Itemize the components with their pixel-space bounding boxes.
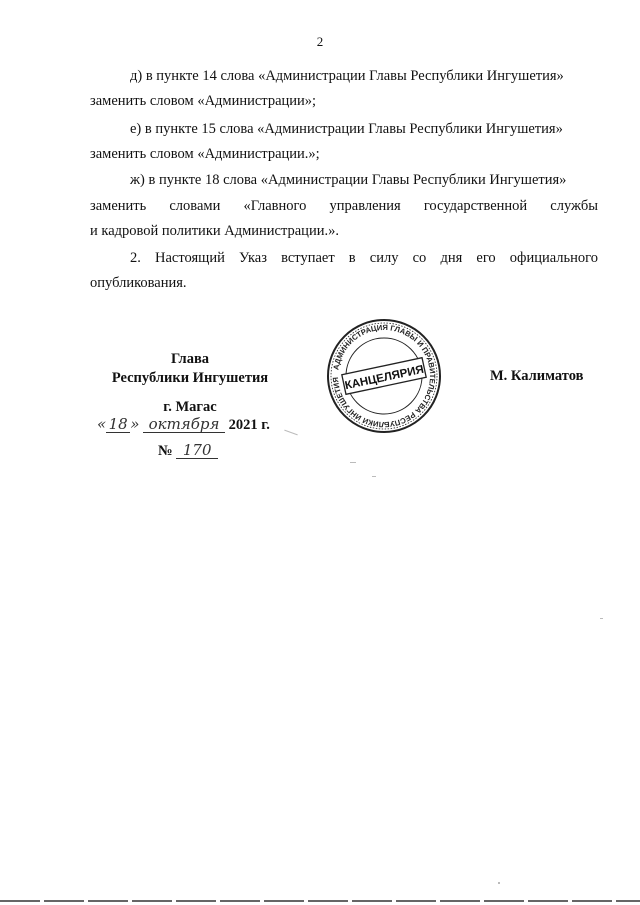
signatory-title-line1: Глава <box>170 351 210 367</box>
number-value: 170 <box>176 442 218 459</box>
date-quote-close: » <box>130 415 140 433</box>
scan-mark <box>350 462 356 463</box>
paragraph-2-line1: 2. Настоящий Указ вступает в силу со дня его официального <box>130 250 598 266</box>
paragraph-e-line2: заменить словом «Администрации.»; <box>90 146 320 162</box>
date-day: 18 <box>106 416 130 433</box>
date-month: октября <box>143 416 225 433</box>
signatory-title-line2: Республики Ингушетия <box>111 370 269 386</box>
scan-mark <box>600 618 603 619</box>
paragraph-d-line1: д) в пункте 14 слова «Администрации Главы Республики Ингушетия» <box>130 68 564 84</box>
scan-mark <box>372 476 376 477</box>
seal-center-text: КАНЦЕЛЯРИЯ <box>343 363 425 393</box>
signatory-name: М. Калиматов <box>490 368 584 384</box>
signatory-title <box>90 350 290 388</box>
date-quote-open: « <box>97 415 107 433</box>
page-bottom-edge <box>0 900 640 902</box>
scan-mark <box>498 882 500 884</box>
official-seal <box>326 318 442 434</box>
date-year: 2021 г. <box>228 417 270 433</box>
paragraph-e-line1: е) в пункте 15 слова «Администрации Главы Республики Ингушетия» <box>130 121 563 137</box>
seal-ring-text: АДМИНИСТРАЦИЯ ГЛАВЫ И ПРАВИТЕЛЬСТВА РЕСПУБЛИКИ ИНГУШЕТИЯ <box>330 322 438 430</box>
decree-number <box>158 442 218 460</box>
city: г. Магас <box>163 399 217 415</box>
paragraph-zh-line2: заменить словами «Главного управления государственной службы <box>90 198 598 214</box>
scan-mark <box>284 430 297 436</box>
paragraph-d-line2: заменить словом «Администрации»; <box>90 93 317 109</box>
paragraph-zh-line3: и кадровой политики Администрации.». <box>90 223 339 239</box>
paragraph-2-line2: опубликования. <box>90 275 187 291</box>
number-prefix: № <box>158 443 173 459</box>
paragraph-zh-line1: ж) в пункте 18 слова «Администрации Главы Республики Ингушетия» <box>130 172 567 188</box>
decree-date <box>97 415 270 434</box>
seal-graphic <box>326 318 442 434</box>
page-number: 2 <box>316 34 324 49</box>
